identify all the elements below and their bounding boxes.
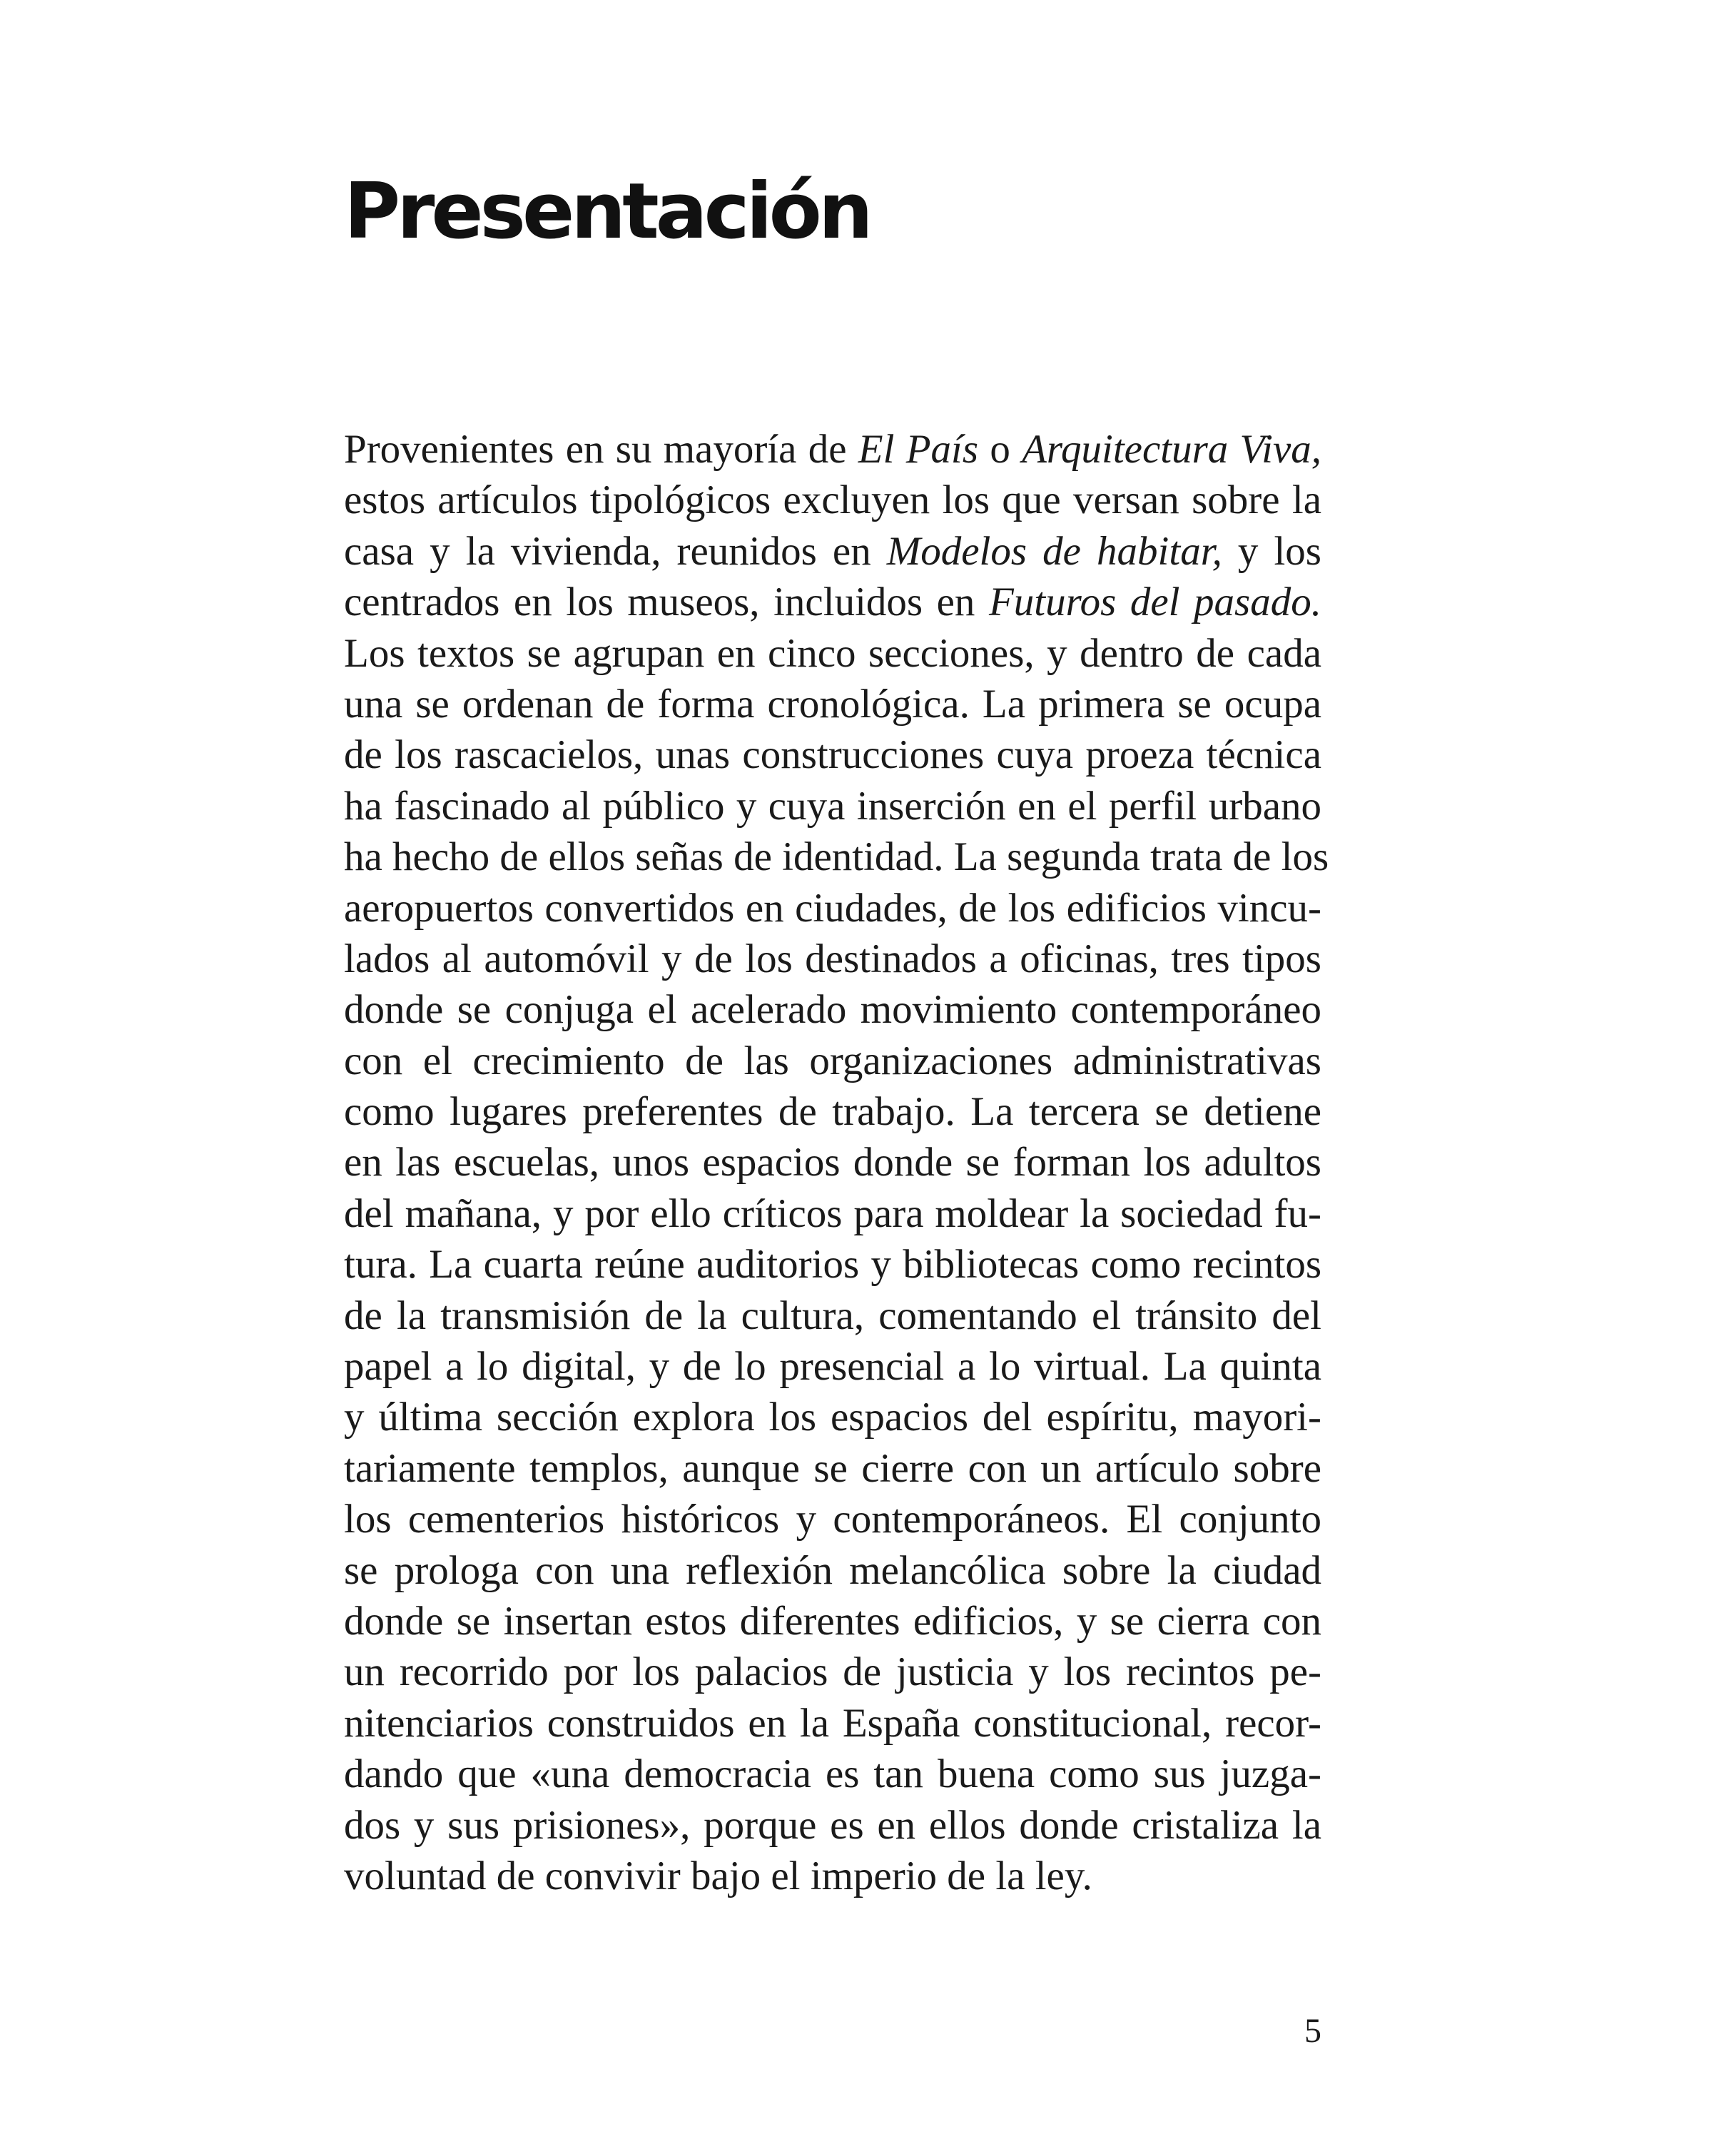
text-line: del mañana, y por ello críticos para moldear la sociedad fu- <box>344 1190 1321 1236</box>
text-line: casa y la vivienda, reunidos en Modelos de habitar, y los <box>344 528 1321 574</box>
text-line: Los textos se agrupan en cinco secciones, y dentro de cada <box>344 630 1321 676</box>
text-line: se prologa con una reflexión melancólica sobre la ciudad <box>344 1547 1321 1593</box>
text-line: donde se conjuga el acelerado movimiento contemporáneo <box>344 987 1321 1033</box>
text-line: dando que «una democracia es tan buena como sus juzga- <box>344 1751 1321 1797</box>
text-line: los cementerios históricos y contemporáneos. El conjunto <box>344 1497 1321 1542</box>
text-line: una se ordenan de forma cronológica. La primera se ocupa <box>344 681 1321 727</box>
text-line: en las escuelas, unos espacios donde se forman los adultos <box>344 1140 1321 1185</box>
text-line: donde se insertan estos diferentes edificios, y se cierra con <box>344 1598 1321 1644</box>
page-title: Presentación <box>344 167 870 256</box>
text-line: Provenientes en su mayoría de El País o Arquitectura Viva, <box>344 427 1322 472</box>
text-line: estos artículos tipológicos excluyen los que versan sobre la <box>344 477 1321 523</box>
text-line: lados al automóvil y de los destinados a oficinas, tres tipos <box>344 936 1321 981</box>
text-line: centrados en los museos, incluidos en Futuros del pasado. <box>344 580 1321 625</box>
text-line: tariamente templos, aunque se cierre con un artículo sobre <box>344 1445 1321 1491</box>
text-line: nitenciarios construidos en la España constitucional, recor- <box>344 1700 1321 1746</box>
text-line: y última sección explora los espacios del espíritu, mayori- <box>344 1395 1321 1440</box>
body-paragraph <box>344 424 1329 1901</box>
text-line: ha hecho de ellos señas de identidad. La segunda trata de los <box>344 834 1329 880</box>
text-line: voluntad de convivir bajo el imperio de la ley. <box>344 1853 1092 1898</box>
text-line: como lugares preferentes de trabajo. La tercera se detiene <box>344 1089 1321 1135</box>
text-line: ha fascinado al público y cuya inserción en el perfil urbano <box>344 783 1321 829</box>
text-line: un recorrido por los palacios de justicia y los recintos pe- <box>344 1649 1321 1695</box>
text-line: papel a lo digital, y de lo presencial a lo virtual. La quinta <box>344 1344 1321 1390</box>
text-line: tura. La cuarta reúne auditorios y bibliotecas como recintos <box>344 1242 1321 1288</box>
text-line: de la transmisión de la cultura, comentando el tránsito del <box>344 1293 1321 1338</box>
text-line: aeropuertos convertidos en ciudades, de los edificios vincu- <box>344 885 1321 931</box>
text-line: de los rascacielos, unas construcciones cuya proeza técnica <box>344 732 1321 778</box>
page-number: 5 <box>1304 2012 1321 2050</box>
text-line: dos y sus prisiones», porque es en ellos donde cristaliza la <box>344 1802 1321 1848</box>
text-line: con el crecimiento de las organizaciones administrativas <box>344 1038 1321 1083</box>
